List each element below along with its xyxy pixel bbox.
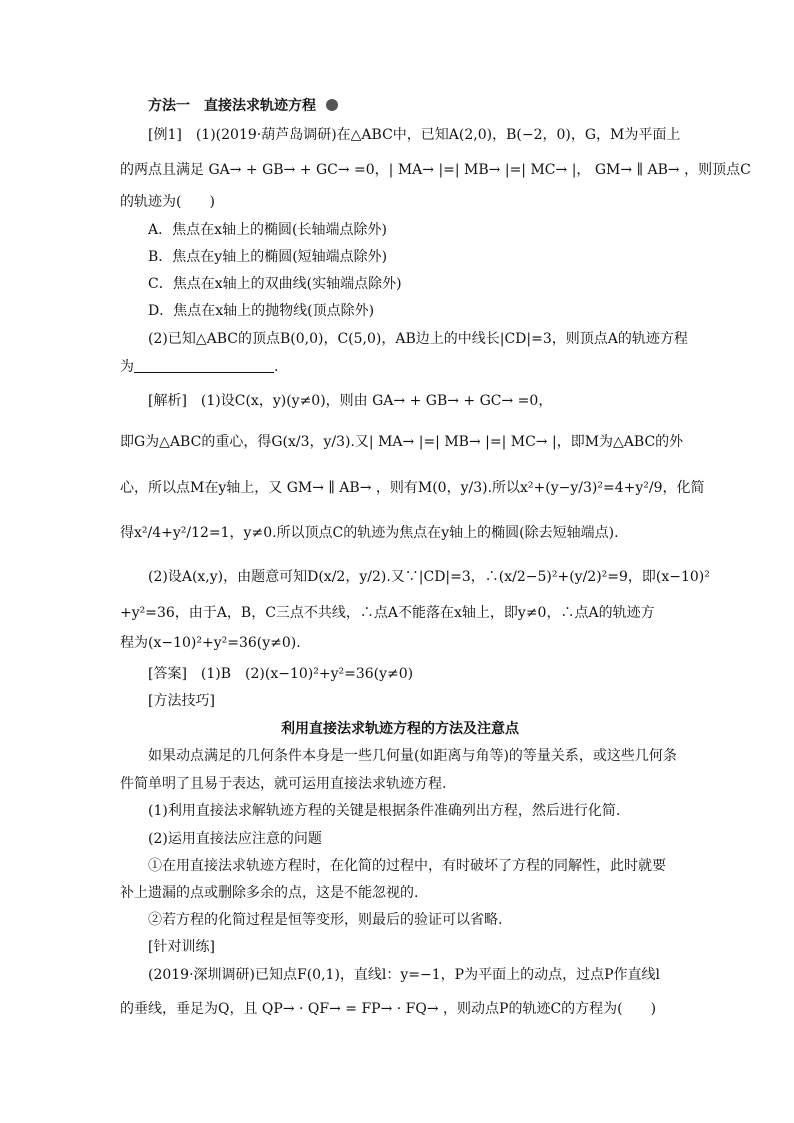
solution-line-4: 得x²/4+y²/12=1，y≠0.所以顶点C的轨迹为焦点在y轴上的椭圆(除去短轴端点). — [120, 525, 619, 541]
solution-line-7: 程为(x−10)²+y²=36(y≠0). — [120, 635, 301, 651]
tips-line-6: 补上遗漏的点或删除多余的点，这是不能忽视的. — [120, 885, 419, 901]
solution-line-6: +y²=36，由于A，B，C三点不共线，∴点A不能落在x轴上，即y≠0，∴点A的轨迹方 — [120, 605, 655, 621]
practice-label: [针对训练] — [148, 939, 215, 955]
example-line-3: 的轨迹为( ) — [120, 194, 215, 210]
tips-label: [方法技巧] — [148, 693, 215, 709]
option-d: D．焦点在x轴上的抛物线(顶点除外) — [148, 303, 375, 319]
part2-suffix: . — [274, 359, 279, 375]
method-heading-text: 方法一 直接法求轨迹方程 — [148, 98, 316, 114]
solution-line-2: 即G为△ABC的重心，得G(x/3，y/3).又| MA→ |=| MB→ |=| MC→ |，即M为△ABC的外 — [120, 434, 684, 450]
answer-line: [答案] (1)B (2)(x−10)²+y²=36(y≠0) — [148, 666, 414, 682]
method-heading — [148, 96, 708, 116]
option-c: C．焦点在x轴上的双曲线(实轴端点除外) — [148, 276, 402, 292]
part2-line-2 — [120, 357, 680, 377]
practice-line-2: 的垂线，垂足为Q，且 QP→ · QF→ = FP→ · FQ→ ，则动点P的轨迹C的方程为( ) — [120, 1001, 657, 1017]
part2-line-1: (2)已知△ABC的顶点B(0,0)，C(5,0)，AB边上的中线长|CD|=3，则顶点A的轨迹方程 — [148, 331, 688, 347]
tips-title: 利用直接法求轨迹方程的方法及注意点 — [281, 721, 519, 737]
solution-line-1: [解析] (1)设C(x，y)(y≠0)，则由 GA→ + GB→ + GC→ =0， — [148, 393, 553, 409]
option-b: B．焦点在y轴上的椭圆(短轴端点除外) — [148, 249, 388, 265]
tips-line-2: 件简单明了且易于表达，就可运用直接法求轨迹方程. — [120, 776, 447, 792]
answer-blank — [134, 358, 274, 373]
part2-prefix: 为 — [120, 359, 134, 375]
tips-line-3: (1)利用直接法求解轨迹方程的关键是根据条件准确列出方程，然后进行化简. — [148, 803, 621, 819]
practice-line-1: (2019·深圳调研)已知点F(0,1)，直线l：y=−1，P为平面上的动点，过点P作直线l — [148, 967, 660, 983]
tips-line-5: ①在用直接法求轨迹方程时，在化简的过程中，有时破坏了方程的同解性，此时就要 — [148, 858, 666, 874]
tips-line-1: 如果动点满足的几何条件本身是一些几何量(如距离与角等)的等量关系，或这些几何条 — [148, 748, 677, 764]
example-line-1: [例1] (1)(2019·葫芦岛调研)在△ABC中，已知A(2,0)，B(−2，0)，G，M为平面上 — [148, 127, 681, 143]
example-line-2: 的两点且满足 GA→ + GB→ + GC→ =0，| MA→ |=| MB→ |=| MC→ |， GM→ ∥ AB→ ，则顶点C — [120, 162, 751, 178]
bullet-icon — [326, 99, 338, 111]
tips-line-4: (2)运用直接法应注意的问题 — [148, 831, 322, 847]
solution-line-3: 心，所以点M在y轴上，又 GM→ ∥ AB→ ，则有M(0，y/3).所以x²+(y−y/3)²=4+y²/9，化简 — [120, 480, 705, 496]
solution-line-5: (2)设A(x,y)，由题意可知D(x/2，y/2).又∵|CD|=3，∴(x/2−5)²+(y/2)²=9，即(x−10)² — [148, 569, 710, 585]
tips-line-7: ②若方程的化简过程是恒等变形，则最后的验证可以省略. — [148, 912, 503, 928]
option-a: A．焦点在x轴上的椭圆(长轴端点除外) — [148, 222, 387, 238]
